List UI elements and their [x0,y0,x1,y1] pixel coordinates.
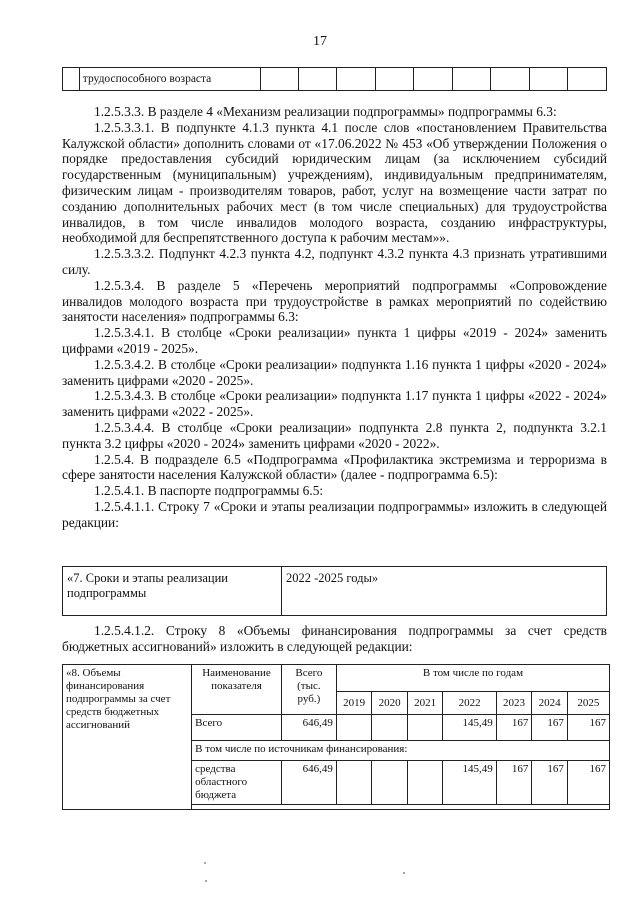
paragraph: 1.2.5.3.4. В разделе 5 «Перечень мероприятий подпрограммы «Сопровождение инвалидов молодого возраста при трудоустройстве в рамках мероприятий по содействию занятости населения» подпрограммы 6.3: [62,277,607,325]
continued-table-fragment [62,67,607,91]
table-cell: 646,49 [281,715,336,741]
table-header-total: Всего (тыс. руб.) [281,665,336,715]
table-header-year: 2023 [496,692,532,715]
table-financing [62,664,610,810]
table-cell [336,761,372,805]
table-cell: 145,49 [443,761,496,805]
paragraph: 1.2.5.4. В подразделе 6.5 «Подпрограмма «Профилактика экстремизма и терроризма в сфере занятости населения Калужской области» (далее - подпрограмма 6.5): [62,451,607,483]
table-cell [372,761,408,805]
paragraph: 1.2.5.4.1.2. Строку 8 «Объемы финансирования подпрограммы за счет средств бюджетных ассигнований» изложить в следующей редакции: [62,623,607,654]
table-cell: 167 [496,715,532,741]
table-cell-sources-header: В том числе по источникам финансирования: [192,741,610,761]
body-text-2 [62,623,607,655]
table-cell: 167 [567,715,609,741]
paragraph: 1.2.5.4.1. В паспорте подпрограммы 6.5: [94,483,324,499]
table-cell: 145,49 [443,715,496,741]
table-terms [62,566,607,616]
table-cell: 167 [567,761,609,805]
table-cell [372,715,408,741]
table-cell: 646,49 [281,761,336,805]
table-cell-label: «7. Сроки и этапы реализации подпрограммы [63,567,282,616]
table-cell-label: трудоспособного возраста [79,68,260,91]
table-header-year: 2019 [336,692,372,715]
paragraph: 1.2.5.3.3.2. Подпункт 4.2.3 пункта 4.2, подпункт 4.3.2 пункта 4.3 признать утратившими силу. [62,246,607,277]
paragraph: 1.2.5.3.4.1. В столбце «Сроки реализации» пункта 1 цифры «2019 - 2024» заменить цифрами «2019 - 2025». [62,325,607,356]
table-header-name: Наименование показателя [192,665,282,715]
table-cell: 167 [532,715,568,741]
scan-speck [205,880,207,882]
table-header-year: 2025 [567,692,609,715]
table-cell: Всего [192,715,282,741]
table-cell-value: 2022 -2025 годы» [282,567,607,616]
scan-speck [204,862,206,864]
table-cell: средства областного бюджета [192,761,282,805]
paragraph: 1.2.5.3.3. В разделе 4 «Механизм реализации подпрограммы» подпрограммы 6.3: [94,104,557,119]
paragraph: 1.2.5.3.4.2. В столбце «Сроки реализации» подпункта 1.16 пункта 1 цифры «2020 - 2024» заменить цифрами «2020 - 2025». [62,356,607,388]
body-text [62,104,607,531]
table-cell: 167 [532,761,568,805]
table-cell [407,715,443,741]
table-header-year: 2024 [532,692,568,715]
table-cell: 167 [496,761,532,805]
paragraph: 1.2.5.3.3.1. В подпункте 4.1.3 пункта 4.1 после слов «постановлением Правительства Калужской области» дополнить словами от «17.06.2022 № 453 «Об утверждении Положения о порядке предоставления субсидий юридическим лицам (за исключением субсидий государственным (муниципальным) учреждениям), индивидуальным предпринимателям, физическим лицам - производителям товаров, работ, услуг на возмещение части затрат по созданию дополнительных рабочих мест (в том числе специальных) для трудоустройства инвалидов, в том числе инвалидов молодого возраста, созданию инфраструктуры, необходимой для беспрепятственного доступа к рабочим местам»». [62,119,607,246]
table-header-year: 2022 [443,692,496,715]
table-cell [336,715,372,741]
table-cell-row-label: «8. Объемы финансирования подпрограммы за счет средств бюджетных ассигнований [63,665,192,810]
table-cell [407,761,443,805]
table-header-year: 2021 [407,692,443,715]
scan-speck [403,872,405,874]
page-number: 17 [313,34,327,49]
paragraph: 1.2.5.4.1.1. Строку 7 «Сроки и этапы реализации подпрограммы» изложить в следующей редакции: [62,498,607,530]
table-header-year: 2020 [372,692,408,715]
paragraph: 1.2.5.3.4.3. В столбце «Сроки реализации» подпункта 1.17 пункта 1 цифры «2022 - 2024» заменить цифрами «2022 - 2025». [62,388,607,420]
paragraph: 1.2.5.3.4.4. В столбце «Сроки реализации» подпункта 2.8 пункта 2, подпункта 3.2.1 пункта 3.2 цифры «2020 - 2024» заменить цифрами «2020 - 2022». [62,419,607,451]
table-header-years: В том числе по годам [336,665,609,692]
